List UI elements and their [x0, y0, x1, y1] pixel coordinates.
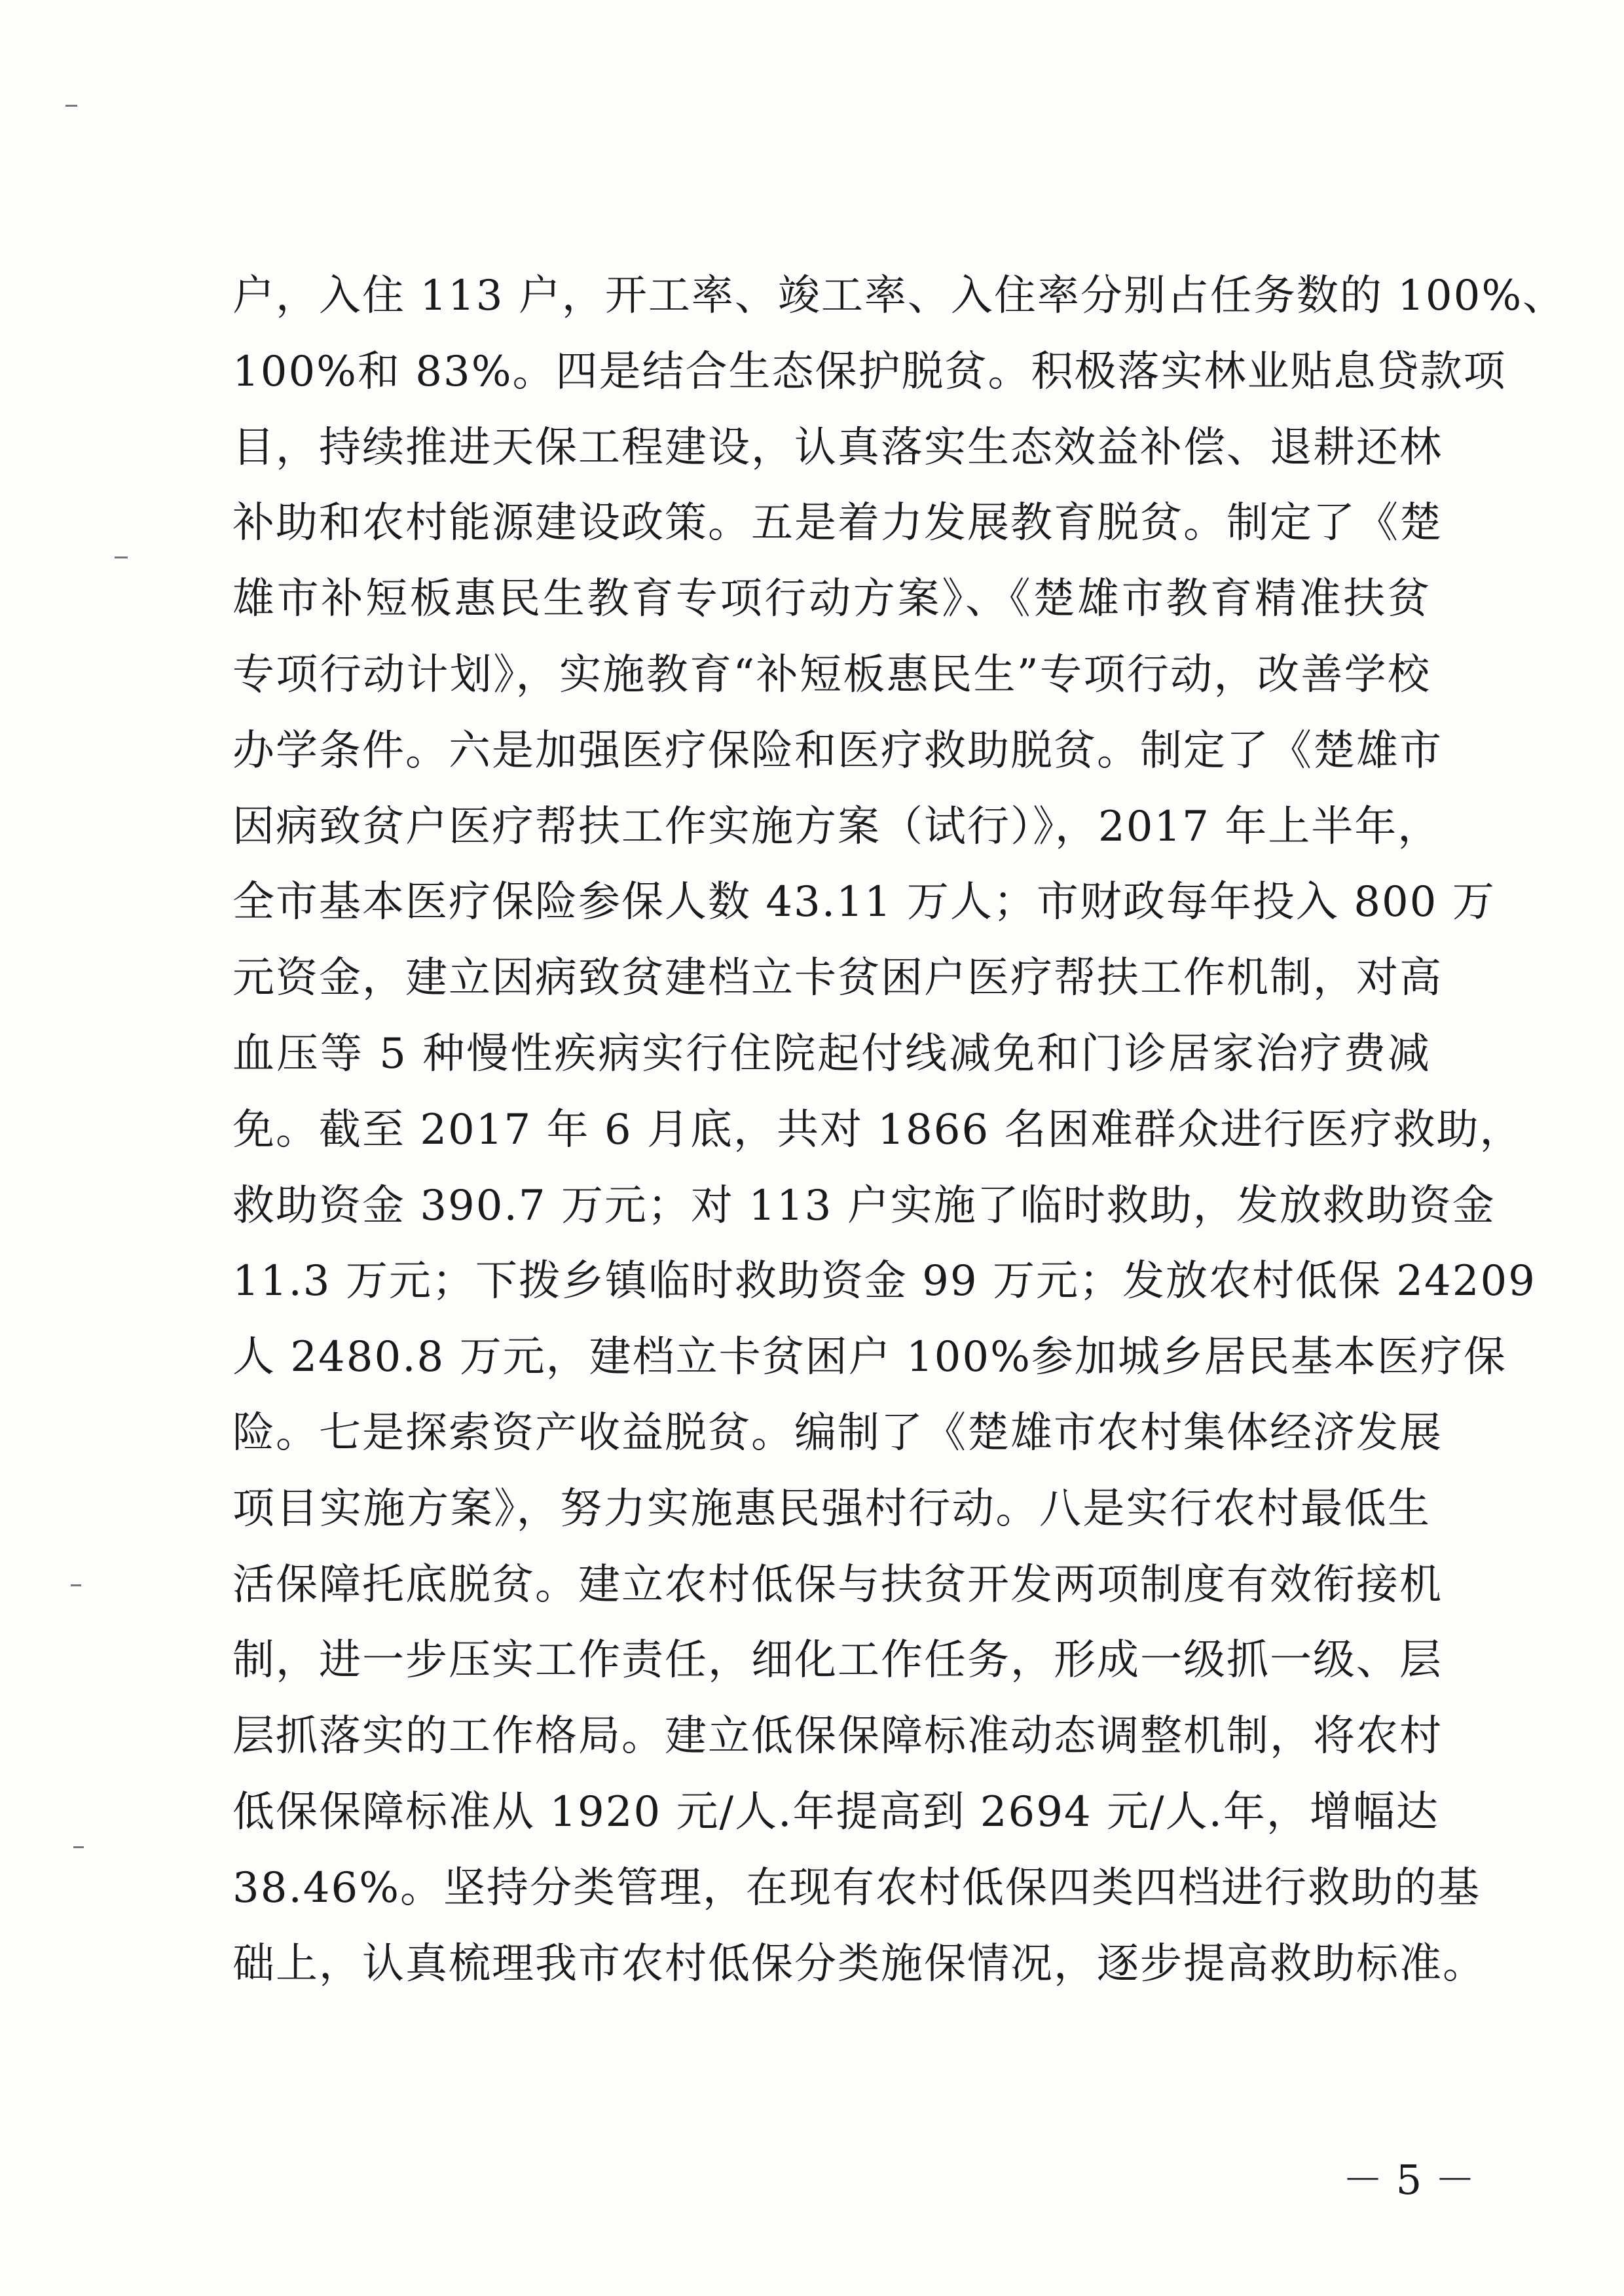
- text-line: 活保障托底脱贫。建立农村低保与扶贫开发两项制度有效衔接机: [232, 1560, 1443, 1609]
- text-line: 100%和 83%。四是结合生态保护脱贫。积极落实林业贴息贷款项: [232, 347, 1507, 396]
- text-line: 制，进一步压实工作责任，细化工作任务，形成一级抓一级、层: [232, 1636, 1443, 1685]
- text-line: 全市基本医疗保险参保人数 43.11 万人；市财政每年投入 800 万: [232, 878, 1496, 927]
- body-text: [232, 259, 1566, 2002]
- text-line: 免。截至 2017 年 6 月底，共对 1866 名困难群众进行医疗救助，: [232, 1105, 1523, 1154]
- text-line: 补助和农村能源建设政策。五是着力发展教育脱贫。制定了《楚: [232, 499, 1443, 548]
- text-line: 础上，认真梳理我市农村低保分类施保情况，逐步提高救助标准。: [232, 1939, 1486, 1988]
- text-line: 目，持续推进天保工程建设，认真落实生态效益补偿、退耕还林: [232, 423, 1443, 472]
- text-line: 低保保障标准从 1920 元/人.年提高到 2694 元/人.年，增幅达: [232, 1787, 1439, 1836]
- text-line: 11.3 万元；下拨乡镇临时救助资金 99 万元；发放农村低保 24209: [232, 1257, 1536, 1306]
- text-line: 专项行动计划》，实施教育“补短板惠民生”专项行动，改善学校: [232, 650, 1431, 699]
- text-line: 办学条件。六是加强医疗保险和医疗救助脱贫。制定了《楚雄市: [232, 726, 1443, 775]
- text-line: 项目实施方案》，努力实施惠民强村行动。八是实行农村最低生: [232, 1484, 1431, 1533]
- text-line: 救助资金 390.7 万元；对 113 户实施了临时救助，发放救助资金: [232, 1181, 1496, 1230]
- scan-mark: [73, 1846, 84, 1848]
- text-line: 因病致贫户医疗帮扶工作实施方案（试行）》，2017 年上半年，: [232, 802, 1441, 851]
- scan-mark: [71, 1584, 81, 1586]
- page-number: － 5 －: [1342, 2156, 1475, 2204]
- text-line: 元资金，建立因病致贫建档立卡贫困户医疗帮扶工作机制，对高: [232, 954, 1443, 1003]
- text-line: 户，入住 113 户，开工率、竣工率、入住率分别占任务数的 100%、: [232, 272, 1566, 320]
- scan-mark: [115, 556, 128, 558]
- text-line: 38.46%。坚持分类管理，在现有农村低保四类四档进行救助的基: [232, 1863, 1481, 1912]
- text-line: 血压等 5 种慢性疾病实行住院起付线减免和门诊居家治疗费减: [232, 1029, 1431, 1078]
- text-line: 层抓落实的工作格局。建立低保保障标准动态调整机制，将农村: [232, 1712, 1443, 1761]
- text-line: 险。七是探索资产收益脱贫。编制了《楚雄市农村集体经济发展: [232, 1408, 1443, 1457]
- text-line: 雄市补短板惠民生教育专项行动方案》、《楚雄市教育精准扶贫: [232, 575, 1431, 624]
- scan-mark: [65, 105, 77, 107]
- text-line: 人 2480.8 万元，建档立卡贫困户 100%参加城乡居民基本医疗保: [232, 1333, 1507, 1382]
